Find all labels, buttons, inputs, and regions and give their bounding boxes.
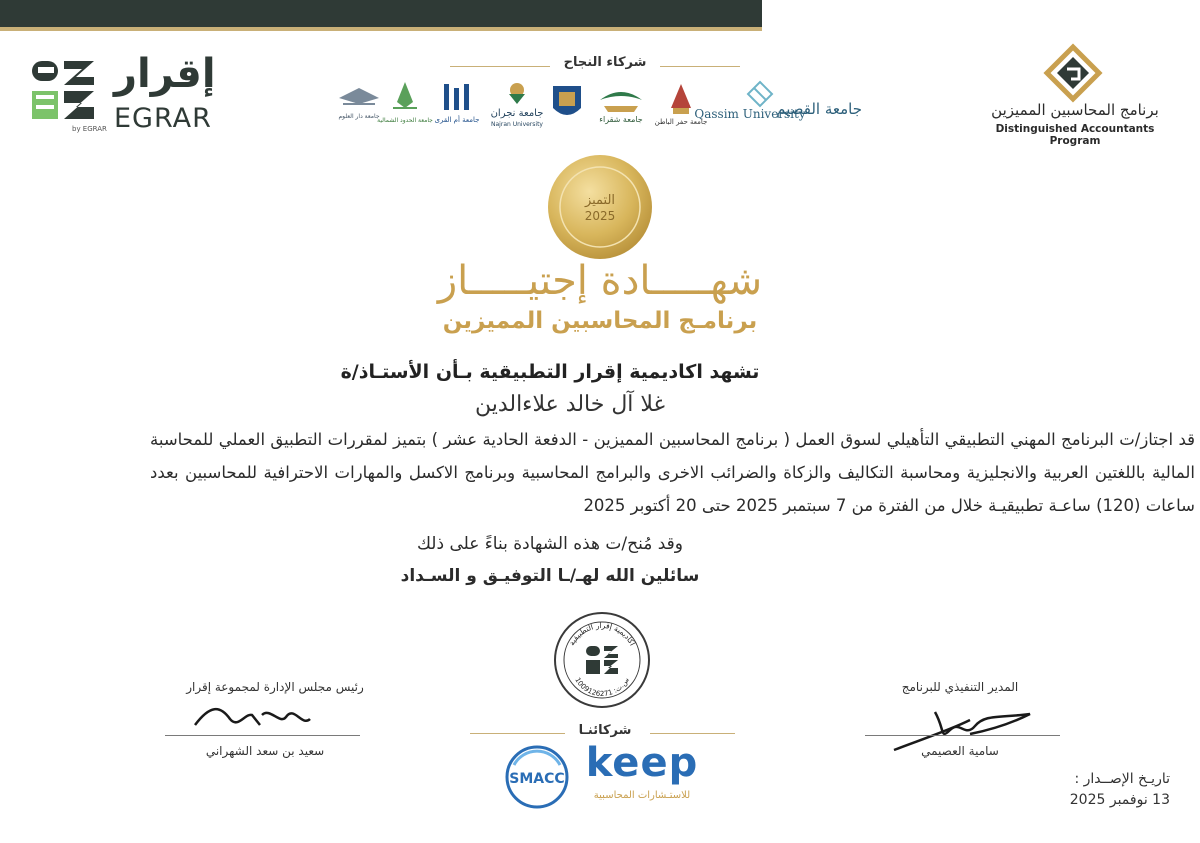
- svg-text:جامعة حفر الباطن: جامعة حفر الباطن: [654, 118, 708, 126]
- top-bar-accent: [0, 27, 762, 31]
- partner-logo-hafr-albatin: [655, 78, 707, 136]
- signature-left-role-text: رئيس مجلس الإدارة لمجموعة إقرار: [186, 680, 364, 694]
- recipient-name: غلا آل خالد علاءالدين: [474, 392, 666, 417]
- signature-right-line: [865, 735, 1060, 736]
- signature-right-role: [860, 680, 1060, 694]
- top-bar: [0, 0, 762, 27]
- signature-left-name: سعيد بن سعد الشهراني: [205, 744, 325, 758]
- svg-text:جامعة شقراء: جامعة شقراء: [599, 115, 643, 124]
- signature-right-name: سامية العصيمي: [921, 744, 999, 758]
- partner-logo-dar-aluloom: [335, 78, 383, 136]
- medal-label: التميز: [584, 193, 616, 208]
- egrar-name-en: EGRAR: [114, 103, 212, 134]
- partner-logo-najran: [487, 78, 547, 136]
- svg-text:جامعة القصيم: جامعة القصيم: [776, 100, 862, 118]
- testify-line: تشهد اكاديمية إقرار التطبيقية بـأن الأستـاذ/ة: [340, 361, 760, 383]
- excellence-medal: [545, 152, 655, 262]
- svg-text:Qassim University: Qassim University: [694, 107, 806, 121]
- program-logo: [975, 45, 1175, 147]
- keep-logo: [582, 740, 702, 808]
- egrar-name-ar: إقرار: [114, 51, 216, 97]
- program-name-ar: برنامج المحاسبين المميزين: [991, 101, 1159, 119]
- svg-text:Najran University: Najran University: [491, 121, 543, 128]
- svg-text:س.ت: 1009126271: [573, 676, 631, 698]
- svg-text:جامعة أم القرى: جامعة أم القرى: [434, 116, 480, 124]
- partners-logos: [335, 78, 875, 136]
- certificate-subtitle: برنامـج المحاسبين المميزين: [442, 308, 758, 334]
- partner-logo-shield: [547, 78, 587, 136]
- signature-right-role-text: المدير التنفيذي للبرنامج: [901, 680, 1019, 694]
- program-name-en: Distinguished Accountants Program: [995, 123, 1155, 147]
- academy-stamp: [552, 610, 652, 710]
- smacc-logo: [502, 745, 572, 810]
- wish-line: سائلين الله لهـ/ـا التوفيـق و السـداد: [400, 566, 700, 586]
- issue-date-value: 13 نوفمبر 2025: [1069, 792, 1170, 808]
- certificate-body: قد اجتاز/ت البرنامج المهني التطبيقي التأهيلي لسوق العمل ( برنامج المحاسبين المميزين - الدفعة الحادية عشر ) بتميز لمقررات التطبيق العملي للمحاسبة المالية باللغتين العربية والانجليزية ومحاسبة التكاليف والزكاة والضرائب الاخرى والبرامج المحاسبية وبرنامج الاكسل والمهارات الاحترافية للمحاسبين بعدد ساعات (120) ساعـة تطبيقيـة خلال من الفترة من 7 سبتمبر 2025 حتى 20 أكتوبر 2025: [150, 430, 1195, 515]
- signature-left-mark: [190, 695, 330, 735]
- keep-word: keep: [585, 740, 699, 786]
- signature-left-role: [175, 680, 375, 694]
- signature-left-line: [165, 735, 360, 736]
- certificate-title: شهـــــادة إجتيـــــاز: [437, 258, 763, 304]
- egrar-byline: by EGRAR: [72, 125, 107, 133]
- svg-text:جامعة الحدود الشمالية: جامعة الحدود الشمالية: [377, 117, 433, 124]
- partner-logo-northern-border: [377, 78, 433, 136]
- partners-divider-left: [450, 66, 550, 67]
- smacc-text: SMACC: [509, 771, 565, 787]
- keep-subtitle: للاستـشارات المحاسبية: [593, 790, 691, 801]
- partner-logo-qassim-en: [694, 78, 806, 136]
- stamp-logo-icon: [586, 646, 618, 674]
- partners-divider-right: [660, 66, 740, 67]
- egrar-logo: [28, 51, 218, 145]
- granted-line: وقد مُنح/ت هذه الشهادة بناءً على ذلك: [416, 534, 684, 554]
- partners-title: شركاء النجاح: [563, 55, 647, 70]
- stamp-text-bottom: س.ت: 1009126271: [573, 676, 631, 699]
- stamp-text-top: اكاديمية إقرار التطبيقية: [566, 620, 638, 648]
- our-partners-title: شركائنـا: [578, 723, 632, 738]
- partner-logo-umm-alqura: [430, 78, 485, 136]
- partner-logo-shaqra: [590, 78, 652, 136]
- our-partners-divider-right: [650, 733, 735, 734]
- svg-text:اكاديمية إقرار التطبيقية: [567, 621, 637, 647]
- svg-text:جامعة دار العلوم: جامعة دار العلوم: [338, 113, 380, 120]
- program-mark-icon: [1043, 45, 1103, 100]
- issue-date-label: تاريـخ الإصــدار :: [1074, 771, 1170, 787]
- our-partners-divider-left: [470, 733, 565, 734]
- egrar-mark-icon: [28, 55, 100, 127]
- medal-year: 2025: [584, 209, 616, 223]
- svg-text:جامعة نجران: جامعة نجران: [490, 108, 544, 119]
